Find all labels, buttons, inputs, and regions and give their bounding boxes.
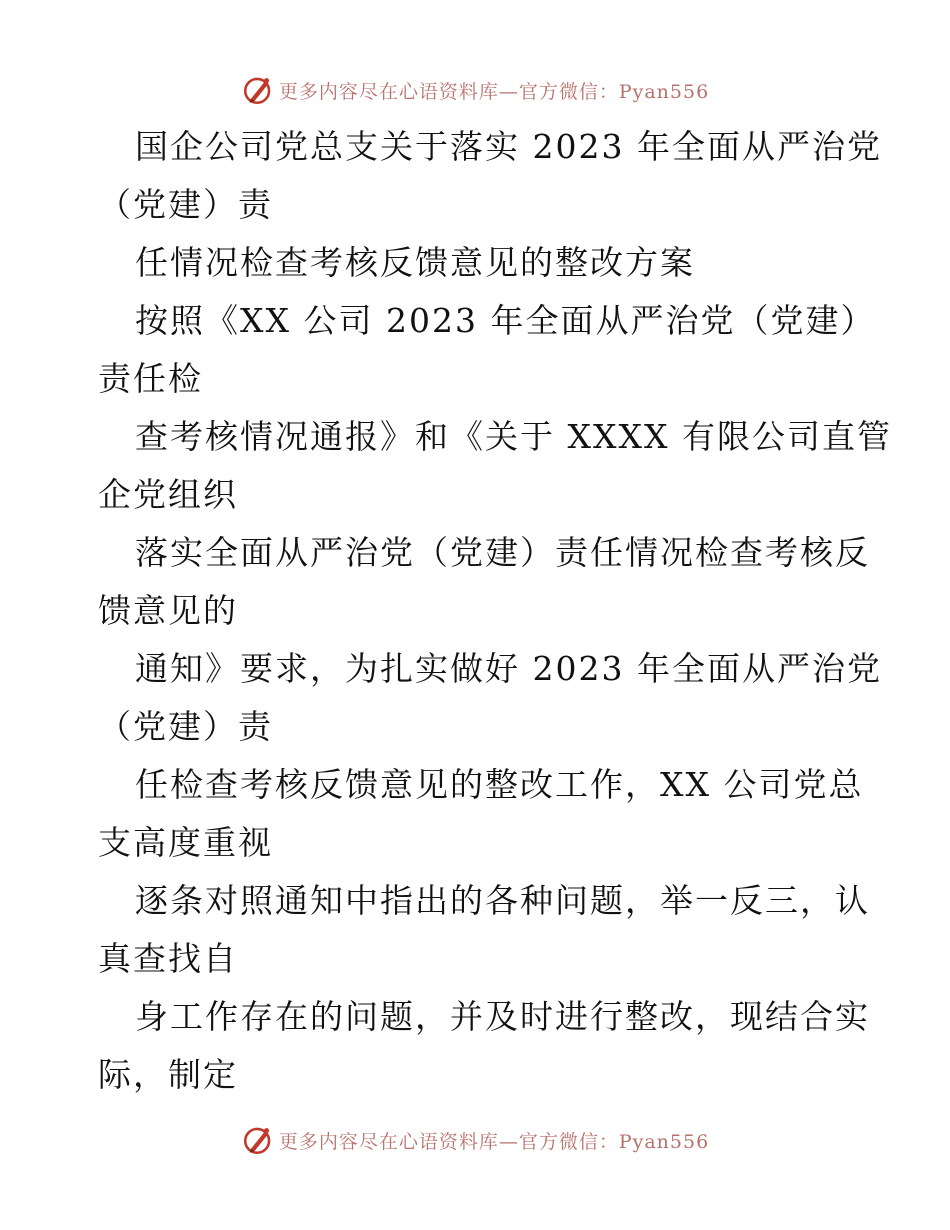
text-line: 逐条对照通知中指出的各种问题，举一反三，认 (135, 881, 870, 920)
text-line: 查考核情况通报》和《关于 XXXX 有限公司直管 (135, 417, 892, 456)
footer-watermark (0, 1120, 950, 1160)
text-line: （党建）责 (98, 707, 273, 746)
text-line: 责任检 (98, 359, 203, 398)
text-line: 支高度重视 (98, 823, 273, 862)
watermark-text: 更多内容尽在心语资料库—官方微信：Pyan556 (278, 1130, 710, 1153)
text-line: 身工作存在的问题，并及时进行整改，现结合实 (135, 997, 870, 1036)
text-line: 任情况检查考核反馈意见的整改方案 (135, 243, 695, 282)
text-line: 际，制定 (98, 1055, 238, 1094)
document-body (98, 118, 892, 1104)
text-line: 馈意见的 (98, 591, 238, 630)
header-watermark (0, 70, 950, 110)
pen-logo-icon (241, 1123, 275, 1157)
text-line: 落实全面从严治党（党建）责任情况检查考核反 (135, 533, 870, 572)
text-line: 任检查考核反馈意见的整改工作，XX 公司党总 (135, 765, 864, 804)
text-line: 企党组织 (98, 475, 238, 514)
text-line: 真查找自 (98, 939, 238, 978)
pen-logo-icon (241, 73, 275, 107)
watermark-text: 更多内容尽在心语资料库—官方微信：Pyan556 (278, 80, 710, 103)
text-line: 按照《XX 公司 2023 年全面从严治党（党建） (135, 301, 876, 340)
text-line: 通知》要求，为扎实做好 2023 年全面从严治党 (135, 649, 882, 688)
text-line: 国企公司党总支关于落实 2023 年全面从严治党 (135, 127, 882, 166)
text-line: （党建）责 (98, 185, 273, 224)
